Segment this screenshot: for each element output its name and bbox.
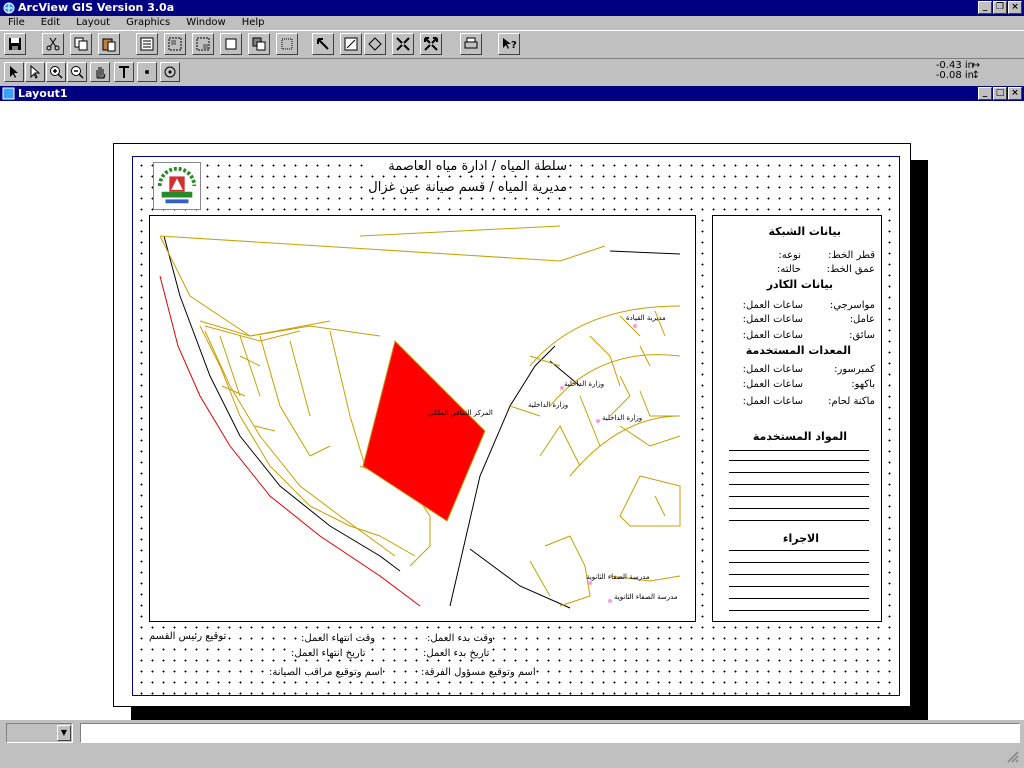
map-label-school-1: مدرسة الصفاء الثانوية — [586, 573, 650, 581]
diamond-arrows-icon — [367, 36, 383, 52]
shrink-arrows-icon — [395, 36, 411, 52]
dept-signature-label: توقيع رئيس القسم — [149, 631, 227, 642]
materials-line — [729, 472, 869, 473]
draw-point-tool[interactable] — [137, 62, 157, 82]
header-line-2: مديرية المياه / قسم صيانة عين غزال — [368, 180, 567, 195]
coord-x: -0.43 — [935, 60, 962, 71]
driver-label: سائق: — [849, 330, 875, 341]
pointer-tool[interactable] — [4, 62, 24, 82]
materials-line — [729, 496, 869, 497]
layout-canvas[interactable] — [0, 101, 1024, 720]
hand-icon — [92, 64, 108, 80]
snap-tool[interactable] — [160, 62, 180, 82]
procedure-title: الاجراء — [782, 532, 819, 545]
app-title-bar — [0, 0, 1024, 16]
chevron-down-icon[interactable]: ▼ — [57, 725, 71, 741]
equipment-title: المعدات المستخدمة — [745, 344, 851, 357]
resize-grip-icon[interactable] — [1006, 750, 1020, 764]
zoom-out-full-button[interactable] — [392, 33, 414, 55]
map-label-interior-3: وزارة الداخلية — [602, 414, 643, 422]
plumber-hours-label: ساعات العمل: — [742, 300, 803, 311]
vertex-edit-tool[interactable] — [25, 62, 45, 82]
staff-title: بيانات الكادر — [766, 278, 833, 291]
copy-icon — [73, 36, 89, 52]
coord-x-unit: in — [964, 60, 974, 71]
paste-icon — [101, 36, 117, 52]
layout-icon — [2, 87, 15, 100]
save-icon — [7, 36, 23, 52]
align-icon — [279, 36, 295, 52]
button-bar — [0, 30, 1024, 58]
coord-y: -0.08 — [935, 70, 962, 81]
help-button[interactable] — [498, 33, 520, 55]
layout-title: Layout1 — [18, 87, 68, 100]
pipe-condition-label: حالته: — [776, 264, 801, 275]
start-date-label: تاريخ بدء العمل: — [423, 648, 490, 659]
text-t-icon — [116, 64, 132, 80]
align-button[interactable] — [276, 33, 298, 55]
menu-edit[interactable]: Edit — [40, 17, 61, 28]
compressor-hours-label: ساعات العمل: — [742, 364, 803, 375]
pan-tool[interactable] — [90, 62, 110, 82]
menu-window[interactable]: Window — [186, 17, 226, 28]
materials-line — [729, 450, 869, 451]
network-title: بيانات الشبكة — [768, 225, 841, 238]
app-title: ArcView GIS Version 3.0a — [18, 1, 175, 14]
vertex-pointer-icon — [27, 64, 43, 80]
snap-target-icon — [162, 64, 178, 80]
send-back-button[interactable] — [248, 33, 270, 55]
layout-maximize-button[interactable]: □ — [993, 87, 1007, 100]
cut-button[interactable] — [42, 33, 64, 55]
pipe-depth-label: عمق الخط: — [826, 264, 875, 275]
printer-icon — [463, 36, 479, 52]
welding-hours-label: ساعات العمل: — [742, 396, 803, 407]
plumber-label: مواسرجي: — [829, 300, 875, 311]
zoom-out-tool[interactable] — [67, 62, 87, 82]
properties-icon — [139, 36, 155, 52]
scale-combo[interactable] — [6, 723, 73, 743]
zoom-full-button[interactable] — [420, 33, 442, 55]
pointer-icon — [6, 64, 22, 80]
svg-text:?: ? — [511, 40, 517, 51]
layout-close-button[interactable]: × — [1008, 87, 1022, 100]
materials-line — [729, 508, 869, 509]
coordinate-readout — [936, 61, 974, 81]
coord-arrows-icon: ↔ ↕ — [971, 60, 980, 81]
layout-title-bar — [0, 86, 1024, 101]
menu-file[interactable]: File — [8, 17, 25, 28]
map-frame-button[interactable] — [340, 33, 362, 55]
pipe-type-label: نوعه: — [778, 250, 801, 261]
pan-frame-button[interactable] — [364, 33, 386, 55]
map-label-ministry: مديرية القيادة — [626, 314, 666, 322]
frame-button[interactable] — [312, 33, 334, 55]
group-icon — [167, 36, 183, 52]
menu-bar — [0, 16, 1024, 30]
layout-page — [113, 143, 911, 707]
pipe-diameter-label: قطر الخط: — [828, 250, 875, 261]
minimize-button[interactable]: _ — [978, 1, 992, 14]
zoom-in-icon — [48, 64, 64, 80]
end-time-label: وقت انتهاء العمل: — [301, 633, 376, 644]
arcview-globe-icon — [2, 1, 16, 15]
materials-line — [729, 520, 869, 521]
paste-button[interactable] — [98, 33, 120, 55]
team-lead-label: اسم وتوقيع مسؤول الفرقة: — [421, 667, 536, 678]
send-back-icon — [251, 36, 267, 52]
expand-arrows-icon — [423, 36, 439, 52]
print-button[interactable] — [460, 33, 482, 55]
zoom-out-icon — [69, 64, 85, 80]
worker-label: عامل: — [849, 314, 875, 325]
water-authority-logo — [153, 162, 201, 210]
save-button[interactable] — [4, 33, 26, 55]
properties-button[interactable] — [136, 33, 158, 55]
ungroup-button[interactable] — [192, 33, 214, 55]
ungroup-icon — [195, 36, 211, 52]
layout-minimize-button[interactable]: _ — [978, 87, 992, 100]
backhoe-label: باكهو: — [851, 379, 875, 390]
frame-arrow-icon — [315, 36, 331, 52]
end-date-label: تاريخ انتهاء العمل: — [291, 648, 366, 659]
map-frame-icon — [343, 36, 359, 52]
bring-front-button[interactable] — [220, 33, 242, 55]
layout-window — [0, 86, 1024, 720]
status-bar — [0, 720, 1024, 768]
copy-button[interactable] — [70, 33, 92, 55]
status-message-field — [80, 723, 1020, 743]
procedure-line — [729, 574, 869, 575]
restore-button[interactable]: ❐ — [993, 1, 1007, 14]
materials-line — [729, 484, 869, 485]
dot-icon — [139, 64, 155, 80]
procedure-line — [729, 562, 869, 563]
zoom-in-tool[interactable] — [46, 62, 66, 82]
start-time-label: وقت بدء العمل: — [427, 633, 493, 644]
text-tool[interactable] — [114, 62, 134, 82]
help-cursor-icon — [501, 36, 517, 52]
map-label-interior-2: وزارة الداخلية — [564, 380, 605, 388]
procedure-line — [729, 550, 869, 551]
welding-label: ماكنة لحام: — [828, 396, 875, 407]
worker-hours-label: ساعات العمل: — [742, 314, 803, 325]
menu-graphics[interactable]: Graphics — [126, 17, 171, 28]
map-label-highlight: المركز الثقافي الملكي — [428, 409, 493, 417]
page-margin-grid — [132, 156, 900, 696]
backhoe-hours-label: ساعات العمل: — [742, 379, 803, 390]
header-line-1: سلطة المياه / ادارة مياه العاصمة — [367, 159, 567, 174]
group-button[interactable] — [164, 33, 186, 55]
compressor-label: كمبرسور: — [834, 364, 875, 375]
driver-hours-label: ساعات العمل: — [742, 330, 803, 341]
supervisor-label: اسم وتوقيع مراقب الصيانة: — [269, 667, 383, 678]
procedure-line — [729, 610, 869, 611]
materials-title: المواد المستخدمة — [752, 430, 847, 443]
scissors-icon — [45, 36, 61, 52]
close-button[interactable]: × — [1008, 1, 1022, 14]
map-frame[interactable] — [149, 215, 696, 622]
tool-bar — [0, 58, 1024, 86]
materials-line — [729, 460, 869, 461]
map-label-school-2: مدرسة الصفاء الثانوية — [614, 593, 678, 601]
coord-y-unit: in — [964, 70, 974, 81]
bring-front-icon — [223, 36, 239, 52]
map-label-interior-1: وزارة الداخلية — [528, 401, 569, 409]
menu-layout[interactable]: Layout — [76, 17, 111, 28]
procedure-line — [729, 586, 869, 587]
procedure-line — [729, 598, 869, 599]
info-panel — [712, 215, 882, 622]
menu-help[interactable]: Help — [241, 17, 265, 28]
